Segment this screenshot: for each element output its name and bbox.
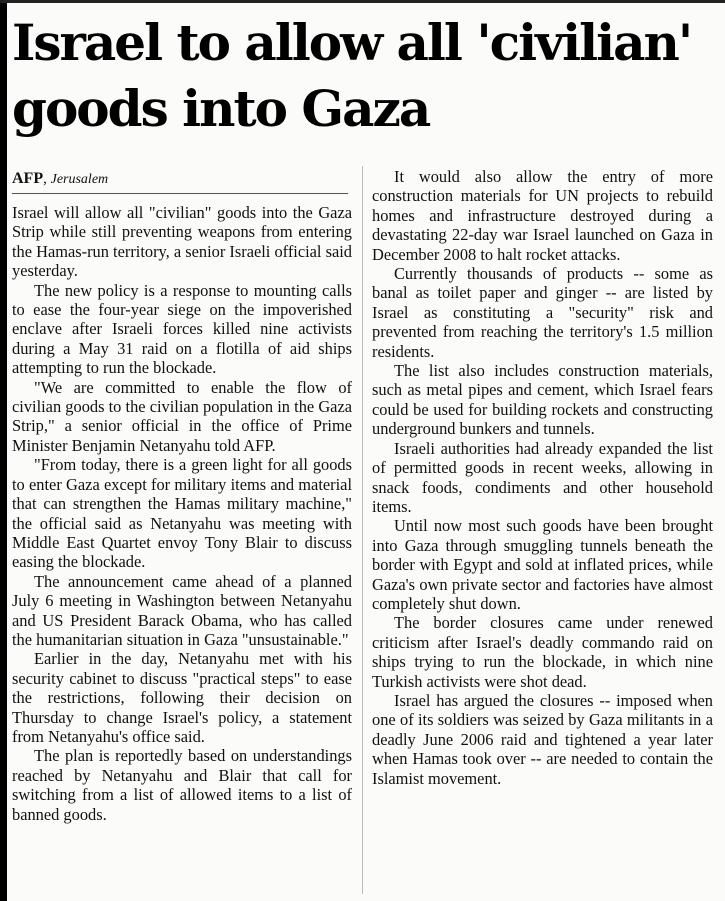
byline: AFP, Jerusalem: [12, 170, 348, 194]
paragraph: The new policy is a response to mounting calls to ease the four-year siege on the impoverished enclave after Israeli forces killed nine activists during a May 31 raid on a flotilla of aid ships attempting to run the blockade.: [12, 280, 352, 378]
paragraph: "From today, there is a green light for all goods to enter Gaza except for military items and material that can strengthen the Hamas military machine," the official said as Netanyahu was meeting with Middle East Quartet envoy Tony Blair to discuss easing the blockade.: [12, 455, 352, 572]
column-divider: [362, 166, 363, 894]
paragraph: The plan is reportedly based on understandings reached by Netanyahu and Blair that call for switching from a list of allowed items to a list of banned goods.: [12, 746, 352, 824]
paragraph: Currently thousands of products -- some as banal as toilet paper and ginger -- are listed by Israel as constituting a "security" risk and prevented from reaching the territory's 1.5 million residents.: [372, 264, 713, 361]
article-column-right: [372, 167, 713, 788]
left-border-bar: [0, 0, 7, 901]
article-column-left: [12, 203, 352, 824]
paragraph: Until now most such goods have been brought into Gaza through smuggling tunnels beneath the border with Egypt and sold at inflated prices, while Gaza's own private sector and factories have almost completely shut down.: [372, 516, 713, 613]
byline-location: Jerusalem: [50, 172, 109, 187]
paragraph: It would also allow the entry of more construction materials for UN projects to rebuild homes and infrastructure destroyed during a devastating 22-day war Israel launched on Gaza in December 2008 to halt rocket attacks.: [372, 167, 713, 264]
paragraph: The list also includes construction materials, such as metal pipes and cement, which Israel fears could be used for building rockets and constructing underground bunkers and tunnels.: [372, 361, 713, 439]
paragraph: Earlier in the day, Netanyahu met with his security cabinet to discuss "practical steps" to ease the restrictions, following their decision on Thursday to change Israel's policy, a statement from Netanyahu's office said.: [12, 649, 352, 746]
paragraph: Israel has argued the closures -- imposed when one of its soldiers was seized by Gaza militants in a deadly June 2006 raid and tightened a year later when Hamas took over -- are needed to contain the Islamist movement.: [372, 690, 713, 788]
paragraph: The border closures came under renewed criticism after Israel's deadly commando raid on ships trying to run the blockade, in which nine Turkish activists were shot dead.: [372, 613, 713, 691]
paragraph: Israeli authorities had already expanded the list of permitted goods in recent weeks, allowing in snack foods, condiments and other household items.: [372, 438, 713, 516]
paragraph: Israel will allow all "civilian" goods into the Gaza Strip while still preventing weapons from entering the Hamas-run territory, a senior Israeli official said yesterday.: [12, 203, 352, 281]
byline-agency: AFP: [12, 170, 44, 187]
paragraph: "We are committed to enable the flow of civilian goods to the civilian population in the Gaza Strip," a senior official in the office of Prime Minister Benjamin Netanyahu told AFP.: [12, 377, 352, 455]
headline: Israel to allow all 'civilian' goods into Gaza: [12, 13, 692, 138]
top-border-line: [0, 0, 725, 3]
paragraph: The announcement came ahead of a planned July 6 meeting in Washington between Netanyahu and US President Barack Obama, who has called the humanitarian situation in Gaza "unsustainable.": [12, 571, 352, 649]
